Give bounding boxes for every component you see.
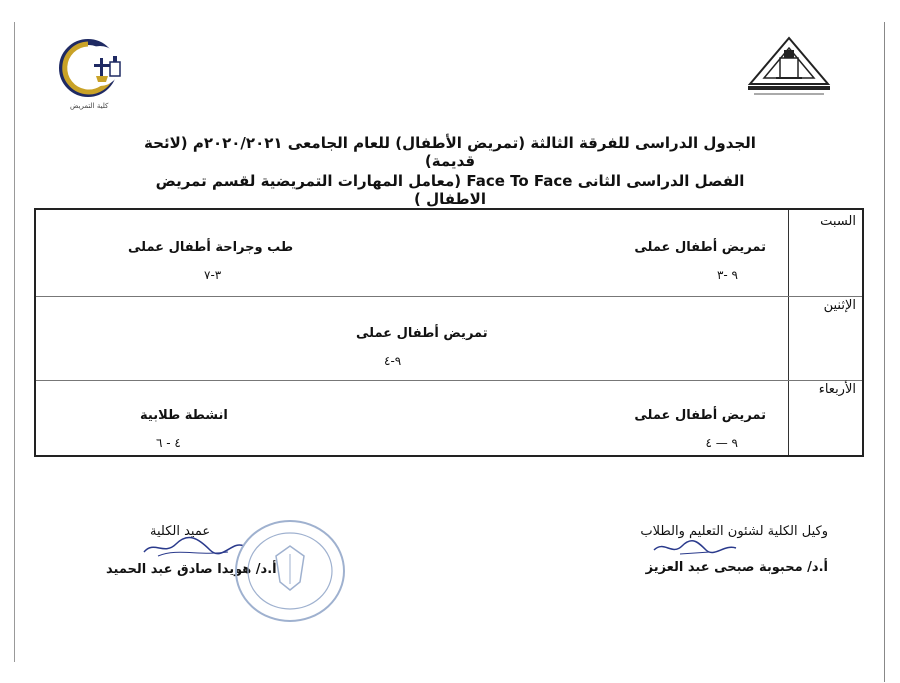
page-subtitle: الفصل الدراسى الثانى Face To Face (معامل المهارات التمريضية لقسم تمريض الاطفال ) xyxy=(155,172,745,208)
page-border-left xyxy=(14,22,15,662)
wednesday-session-1-subject: تمريض أطفال عملى xyxy=(634,408,766,423)
monday-session-subject: تمريض أطفال عملى xyxy=(356,326,488,341)
dean-title: عميد الكلية xyxy=(150,524,211,539)
day-wednesday: الأربعاء xyxy=(818,382,856,397)
university-logo xyxy=(744,34,834,98)
saturday-session-2-time: ٣-٧ xyxy=(204,268,222,282)
page-border-right xyxy=(884,22,885,682)
day-saturday: السبت xyxy=(820,214,856,229)
wednesday-session-2-subject: انشطة طلابية xyxy=(140,408,228,423)
nursing-faculty-logo xyxy=(56,36,146,108)
official-stamp xyxy=(230,516,350,626)
saturday-session-1-time: ٩ -٣ xyxy=(716,268,738,282)
left-logo-caption: كلية التمريض xyxy=(70,102,109,110)
days-column xyxy=(788,210,862,455)
day-monday: الإثنين xyxy=(823,298,856,313)
monday-session-time: ٩-٤ xyxy=(384,354,402,368)
page-title: الجدول الدراسى للفرقة الثالثة (تمريض الأطفال) للعام الجامعى ٢٠٢٠/٢٠٢١م (لائحة قديمة) xyxy=(144,134,756,170)
dean-name: أ.د/ هويدا صادق عبد الحميد xyxy=(106,562,277,577)
saturday-session-2-subject: طب وجراحة أطفال عملى xyxy=(128,240,294,255)
wednesday-session-1-time: ٩ — ٤ xyxy=(705,436,738,450)
saturday-session-1-subject: تمريض أطفال عملى xyxy=(634,240,766,255)
vice-dean-title: وكيل الكلية لشئون التعليم والطلاب xyxy=(640,524,828,539)
wednesday-session-2-time: ٤ - ٦ xyxy=(156,436,181,450)
row-divider xyxy=(36,380,862,381)
vice-dean-name: أ.د/ محبوبة صبحى عبد العزيز xyxy=(645,560,828,575)
vice-dean-signature-scribble xyxy=(650,536,740,558)
schedule-table xyxy=(34,208,864,457)
row-divider xyxy=(36,296,862,297)
